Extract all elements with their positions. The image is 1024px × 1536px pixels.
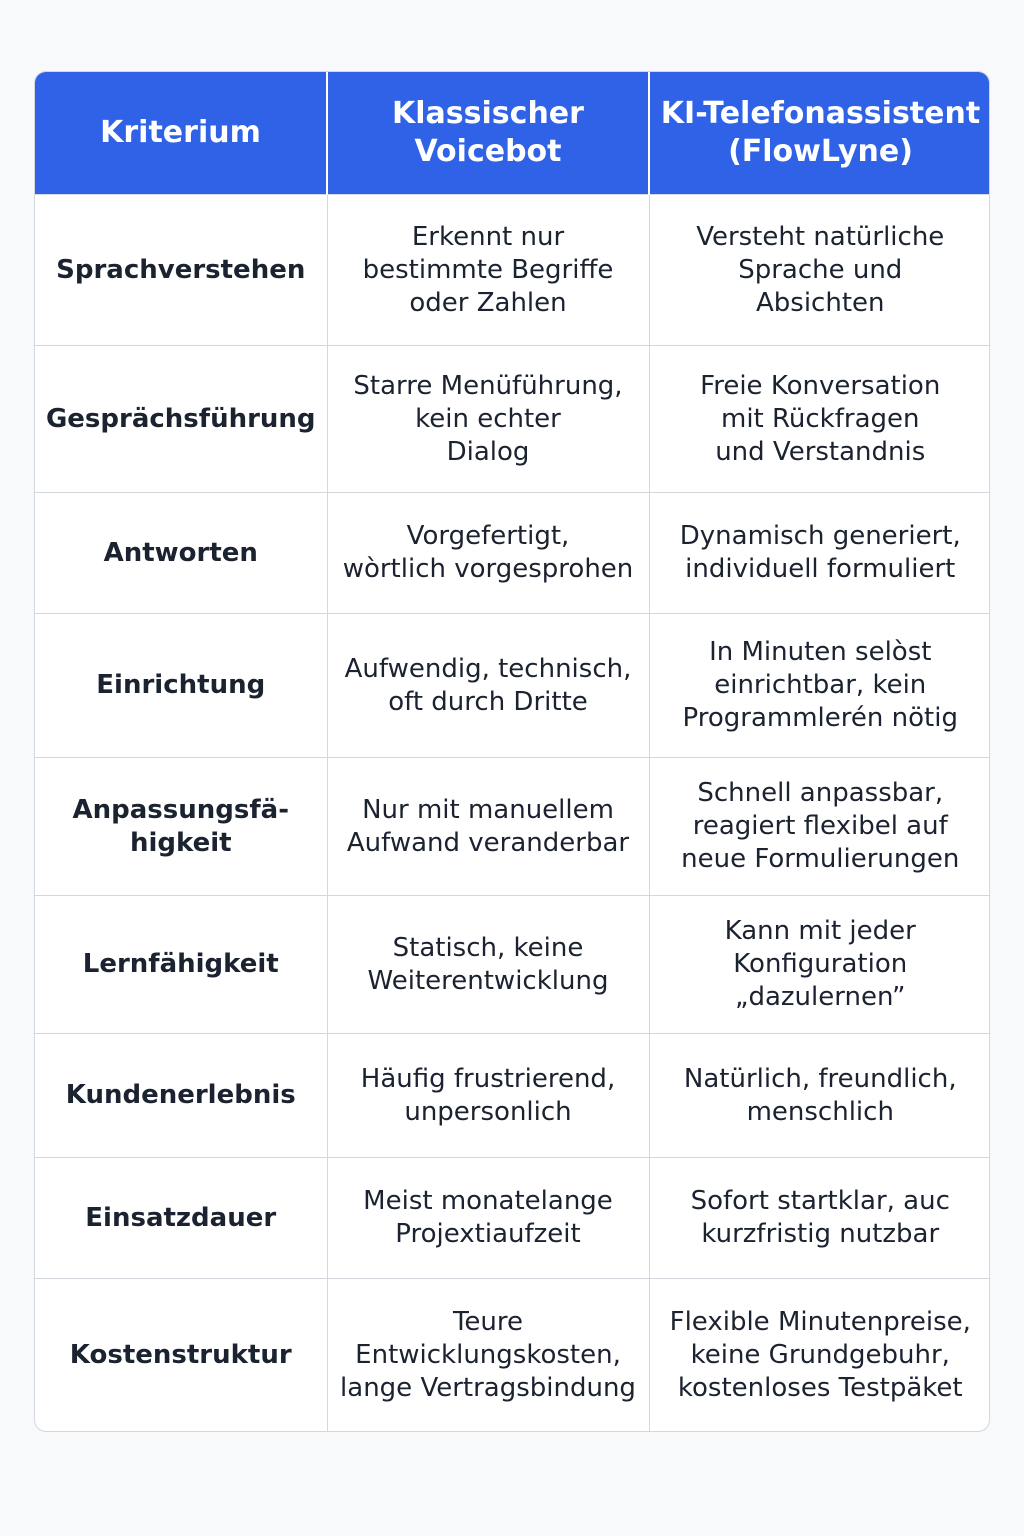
row-classic-value: Vorgefertigt, wòrtlich vorgesprohen [327,493,649,614]
row-ai-value: Dynamisch generiert, individuell formuliert [649,493,990,614]
row-classic-value: Teure Entwicklungskosten, lange Vertragsbindung [327,1279,649,1431]
row-ai-value: In Minuten selòst einrichtbar, kein Programmlerén nötig [649,614,990,758]
row-classic-value: Erkennt nur bestimmte Begriffe oder Zahlen [327,195,649,346]
row-classic-value: Häufig frustrierend, unpersonlich [327,1034,649,1158]
table-row [35,614,990,758]
row-classic-value: Nur mit manuellem Aufwand veranderbar [327,758,649,896]
row-criterion: Gesprächsführung [35,346,327,493]
row-classic-value: Meist monatelange Projextiaufzeit [327,1158,649,1279]
table-row [35,493,990,614]
header-ai-assistant: KI-Telefonassistent (FlowLyne) [649,72,990,195]
row-criterion: Einrichtung [35,614,327,758]
table-row [35,1158,990,1279]
row-ai-value: Flexible Minutenpreise, keine Grundgebuhr, kostenloses Testpäket [649,1279,990,1431]
table-header-row [35,72,990,195]
comparison-table-container [34,71,990,1432]
row-criterion: Kostenstruktur [35,1279,327,1431]
row-ai-value: Schnell anpassbar, reagiert flexibel auf neue Formulierungen [649,758,990,896]
table-row [35,1279,990,1431]
row-ai-value: Freie Konversation mit Rückfragen und Verstandnis [649,346,990,493]
row-ai-value: Versteht natürliche Sprache und Absichten [649,195,990,346]
header-classic-voicebot: Klassischer Voicebot [327,72,649,195]
table-row [35,758,990,896]
table-row [35,896,990,1034]
row-criterion: Anpassungsfä- higkeit [35,758,327,896]
row-ai-value: Natürlich, freundlich, menschlich [649,1034,990,1158]
row-criterion: Antworten [35,493,327,614]
table-row [35,1034,990,1158]
table-row [35,195,990,346]
row-criterion: Einsatzdauer [35,1158,327,1279]
row-criterion: Lernfähigkeit [35,896,327,1034]
row-classic-value: Statisch, keine Weiterentwicklung [327,896,649,1034]
row-criterion: Kundenerlebnis [35,1034,327,1158]
comparison-table [35,72,990,1431]
row-classic-value: Aufwendig, technisch, oft durch Dritte [327,614,649,758]
row-classic-value: Starre Menüführung, kein echter Dialog [327,346,649,493]
row-ai-value: Kann mit jeder Konfiguration „dazulernen” [649,896,990,1034]
row-criterion: Sprachverstehen [35,195,327,346]
table-row [35,346,990,493]
row-ai-value: Sofort startklar, auc kurzfristig nutzbar [649,1158,990,1279]
header-criterion: Kriterium [35,72,327,195]
